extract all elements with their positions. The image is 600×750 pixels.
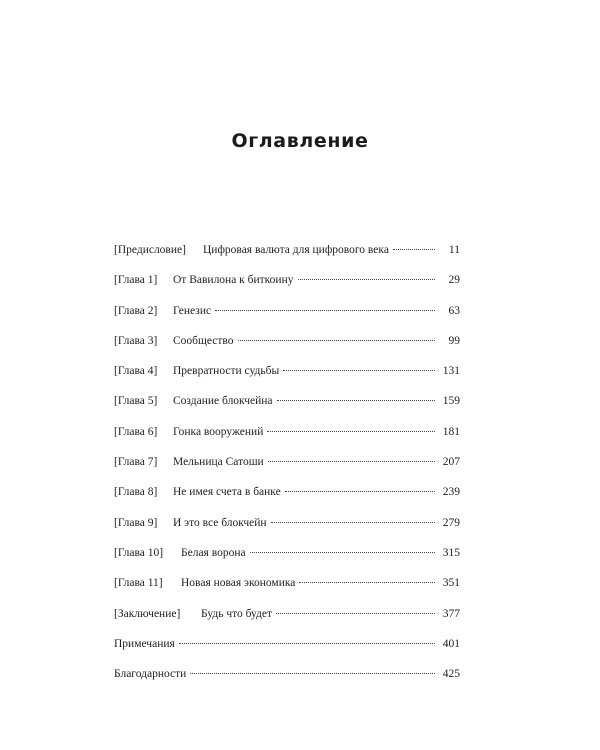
toc-entry-page: 279 bbox=[442, 516, 460, 529]
dot-leader bbox=[271, 522, 435, 523]
toc-entry-label: [Глава 7] bbox=[114, 456, 158, 469]
toc-entry-title: Сообщество bbox=[173, 334, 234, 347]
toc-entry-page: 159 bbox=[442, 395, 460, 408]
toc-entry-chapter-7[interactable] bbox=[114, 456, 460, 471]
toc-entry-chapter-2[interactable] bbox=[114, 305, 460, 320]
toc-entry-page: 377 bbox=[442, 607, 460, 620]
toc-entry-label: [Глава 10] bbox=[114, 546, 164, 559]
toc-entry-title: Примечания bbox=[114, 637, 175, 650]
toc-entry-chapter-5[interactable] bbox=[114, 395, 460, 410]
dot-leader bbox=[298, 279, 436, 280]
toc-entry-title: Превратности судьбы bbox=[173, 365, 280, 378]
toc-entry-chapter-6[interactable] bbox=[114, 426, 460, 441]
toc-entry-page: 207 bbox=[442, 456, 460, 469]
toc-entry-chapter-11[interactable] bbox=[114, 577, 460, 592]
toc-entry-title: Не имея счета в банке bbox=[173, 486, 281, 499]
toc-entry-page: 239 bbox=[442, 486, 460, 499]
dot-leader bbox=[179, 643, 435, 644]
toc-entry-title: Новая новая экономика bbox=[181, 577, 296, 590]
toc-entry-label: [Предисловие] bbox=[114, 244, 186, 256]
toc-entry-title: Белая ворона bbox=[181, 546, 246, 559]
toc-entry-chapter-9[interactable] bbox=[114, 517, 460, 532]
toc-entry-chapter-4[interactable] bbox=[114, 365, 460, 380]
dot-leader bbox=[215, 310, 435, 311]
toc-entry-conclusion[interactable] bbox=[114, 608, 460, 623]
dot-leader bbox=[267, 431, 435, 432]
toc-entry-title: От Вавилона к биткоину bbox=[173, 274, 294, 287]
toc-entry-title: Создание блокчейна bbox=[173, 395, 273, 408]
toc-entry-page: 401 bbox=[442, 637, 460, 650]
dot-leader bbox=[283, 370, 435, 371]
toc-entry-page: 315 bbox=[442, 546, 460, 559]
toc-entry-chapter-1[interactable] bbox=[114, 274, 460, 289]
toc-entry-label: [Глава 3] bbox=[114, 334, 158, 347]
page-title: Оглавление bbox=[231, 130, 369, 152]
toc-entry-title: Мельница Сатоши bbox=[173, 456, 264, 469]
toc-entry-page: 131 bbox=[442, 365, 460, 378]
toc-entry-chapter-3[interactable] bbox=[114, 335, 460, 350]
toc-entry-notes[interactable] bbox=[114, 638, 460, 653]
toc-entry-title: Генезис bbox=[173, 304, 212, 317]
toc-entry-label: [Глава 6] bbox=[114, 425, 158, 438]
toc-entry-label: [Глава 5] bbox=[114, 395, 158, 408]
toc-entry-page: 425 bbox=[442, 668, 460, 681]
toc-entry-title: Будь что будет bbox=[201, 607, 273, 620]
dot-leader bbox=[299, 582, 435, 583]
toc-entry-title: Цифровая валюта для цифрового века bbox=[203, 244, 389, 256]
toc-entry-label: [Глава 1] bbox=[114, 274, 158, 287]
toc-entry-page: 181 bbox=[442, 425, 460, 438]
toc-entry-label: [Глава 8] bbox=[114, 486, 158, 499]
toc-entry-page: 29 bbox=[448, 274, 460, 287]
toc-entry-acknowledgements[interactable] bbox=[114, 668, 460, 683]
toc-entry-label: [Глава 4] bbox=[114, 365, 158, 378]
toc-entry-title: Гонка вооружений bbox=[173, 425, 264, 438]
dot-leader bbox=[276, 613, 435, 614]
toc-entry-title: Благодарности bbox=[114, 668, 187, 681]
toc-entry-page: 63 bbox=[448, 304, 460, 317]
table-of-contents bbox=[114, 244, 460, 698]
toc-entry-preface[interactable] bbox=[114, 244, 460, 259]
toc-entry-label: [Глава 2] bbox=[114, 304, 158, 317]
dot-leader bbox=[238, 340, 436, 341]
toc-entry-chapter-10[interactable] bbox=[114, 547, 460, 562]
toc-entry-page: 351 bbox=[442, 577, 460, 590]
toc-entry-chapter-8[interactable] bbox=[114, 486, 460, 501]
dot-leader bbox=[268, 461, 435, 462]
toc-entry-page: 11 bbox=[448, 244, 460, 256]
dot-leader bbox=[277, 400, 436, 401]
dot-leader bbox=[393, 249, 435, 250]
toc-entry-label: [Глава 9] bbox=[114, 516, 158, 529]
dot-leader bbox=[250, 552, 435, 553]
toc-entry-page: 99 bbox=[448, 334, 460, 347]
toc-entry-label: [Заключение] bbox=[114, 607, 181, 620]
dot-leader bbox=[285, 491, 435, 492]
toc-entry-title: И это все блокчейн bbox=[173, 516, 267, 529]
dot-leader bbox=[190, 673, 435, 674]
toc-entry-label: [Глава 11] bbox=[114, 577, 163, 590]
